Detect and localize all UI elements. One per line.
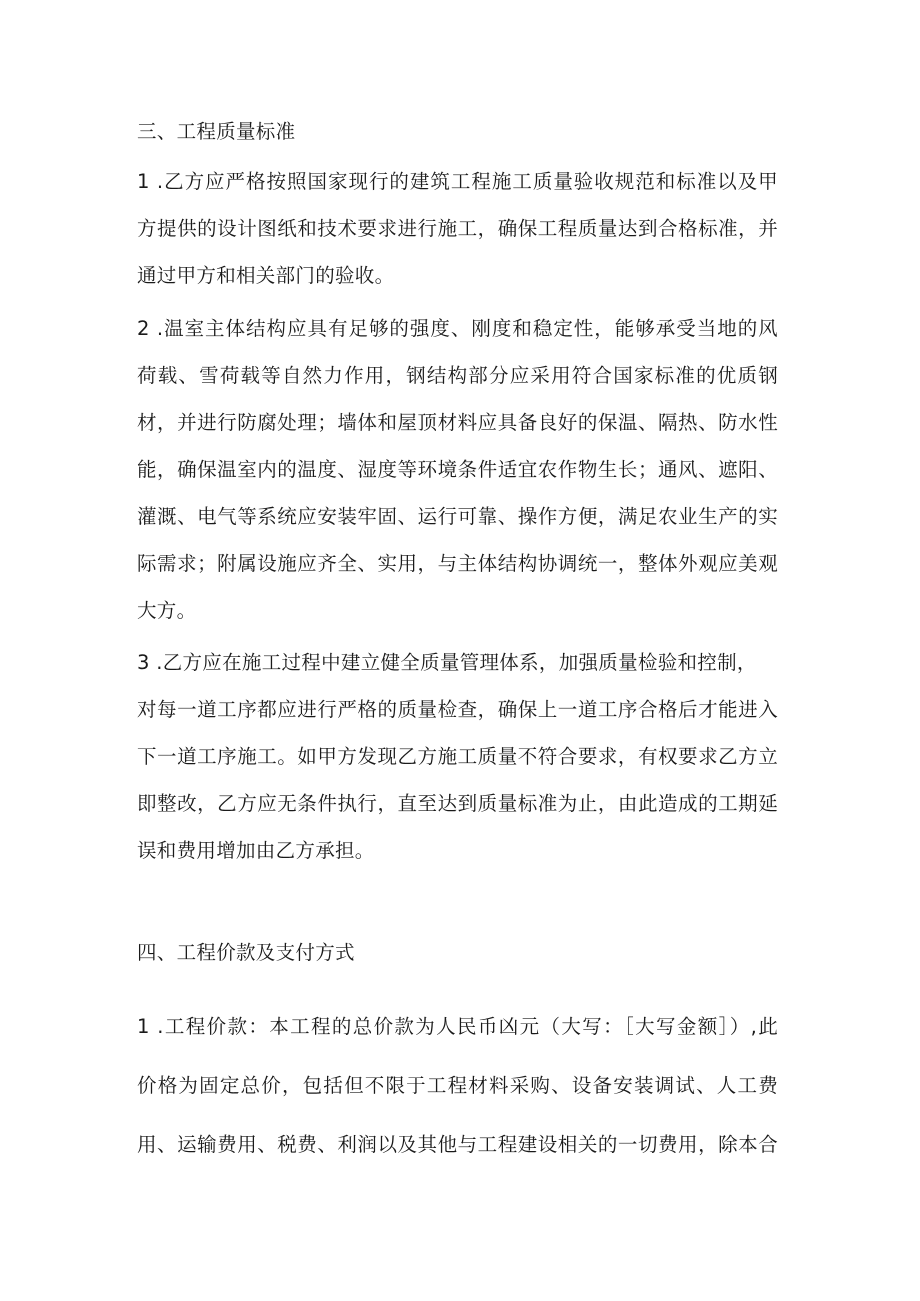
- paragraph-line: 价格为固定总价，包括但不限于工程材料采购、设备安装调试、人工费: [137, 1074, 778, 1097]
- paragraph-line: 大方。: [137, 599, 197, 622]
- paragraph-line: 通过甲方和相关部门的验收。: [137, 264, 395, 287]
- section-3-heading: 三、工程质量标准: [137, 120, 296, 143]
- paragraph-line: 3 .乙方应在施工过程中建立健全质量管理体系，加强质量检验和控制，: [137, 651, 757, 674]
- paragraph-line: 方提供的设计图纸和技术要求进行施工，确保工程质量达到合格标准，并: [137, 217, 778, 240]
- paragraph-line: 1 .乙方应严格按照国家现行的建筑工程施工质量验收规范和标准以及甲: [137, 170, 778, 193]
- paragraph-line: 2 .温室主体结构应具有足够的强度、刚度和稳定性，能够承受当地的风: [137, 317, 778, 340]
- paragraph-line: 即整改，乙方应无条件执行，直至达到质量标准为止，由此造成的工期延: [137, 792, 778, 815]
- paragraph-line: 误和费用增加由乙方承担。: [137, 839, 375, 862]
- section-4-heading: 四、工程价款及支付方式: [137, 941, 355, 964]
- paragraph-line: 1 .工程价款：本工程的总价款为人民币凶元（大写：［大写金额］）,此: [137, 1015, 778, 1038]
- paragraph-line: 材，并进行防腐处理；墙体和屋顶材料应具备良好的保温、隔热、防水性: [137, 411, 778, 434]
- paragraph-line: 灌溉、电气等系统应安装牢固、运行可靠、操作方便，满足农业生产的实: [137, 505, 778, 528]
- paragraph-line: 荷载、雪荷载等自然力作用，钢结构部分应采用符合国家标准的优质钢: [137, 364, 778, 387]
- paragraph-line: 对每一道工序都应进行严格的质量检查，确保上一道工序合格后才能进入: [137, 698, 778, 721]
- paragraph-line: 际需求；附属设施应齐全、实用，与主体结构协调统一，整体外观应美观: [137, 552, 778, 575]
- paragraph-line: 用、运输费用、税费、利润以及其他与工程建设相关的一切费用，除本合: [137, 1133, 778, 1156]
- paragraph-line: 下一道工序施工。如甲方发现乙方施工质量不符合要求，有权要求乙方立: [137, 745, 778, 768]
- paragraph-line: 能，确保温室内的温度、湿度等环境条件适宜农作物生长；通风、遮阳、: [137, 458, 778, 481]
